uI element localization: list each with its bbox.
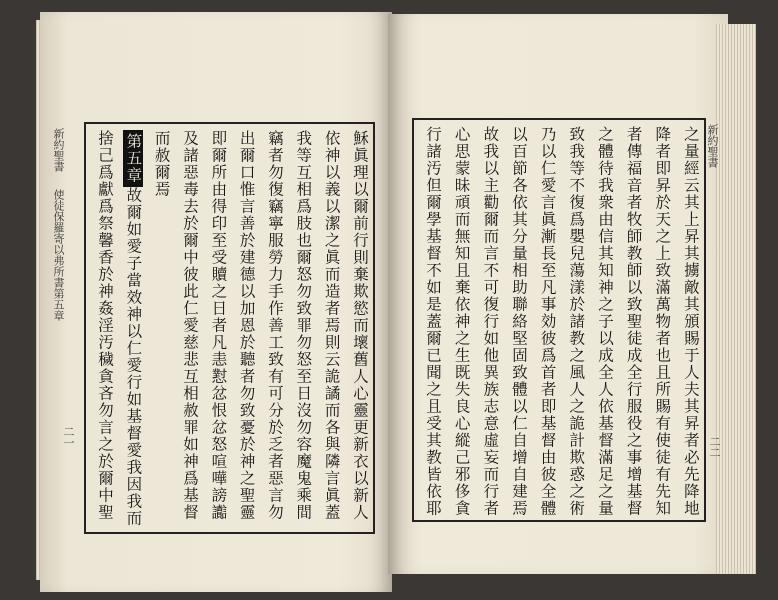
text-column: 我等互相爲肢也爾怒勿致罪勿怒至日沒勿容魔鬼乘間 [294, 130, 313, 521]
left-page-header [50, 128, 66, 321]
text-column: 故我以主勸爾而言不可復行如他異族志意虛妄而行者 [481, 126, 500, 517]
text-column: 心思蒙昧頑而無知且棄依神之生既失良心縱己邪侈貪 [452, 126, 471, 517]
left-columns [92, 130, 367, 526]
text-column: 行諸汚但爾學基督不如是蓋爾已聞之且受其教皆依耶 [424, 126, 442, 517]
left-page-number: 二一 [62, 426, 75, 448]
text-column: 出爾口惟言善於建德以加恩於聽者勿致憂於神之聖靈 [237, 130, 256, 521]
text-column: 之量經云其上昇其擄敵其頒賜于人夫其昇者必先降地 [681, 126, 700, 517]
text-column: 致我等不復爲嬰兒蕩漾於諸教之風人之詭計欺惑之術 [567, 126, 586, 517]
right-text-frame [412, 118, 706, 522]
right-page-edges [716, 24, 756, 574]
text-column: 及諸惡毒去於爾中彼此仁愛慈悲互相赦罪如神爲基督 [180, 130, 199, 521]
text-column: 乃以仁愛言眞漸長至凡事効彼爲首者即基督由彼全體 [538, 126, 557, 517]
right-page-number: 二二 [708, 436, 721, 458]
text-column: 降者即昇於天之上致滿萬物者也且所賜有使徒有先知 [653, 126, 672, 517]
left-header-subtitle: 使徒保羅寄以弗所書第五章 [52, 189, 65, 321]
chapter-five-text: 故爾如愛子當效神以仁愛行如基督愛我因我而 [124, 187, 143, 527]
text-column: 依神以義以潔之眞而造者焉則云詭譎而各與隣言眞蓋 [322, 130, 341, 521]
left-header-title: 新約聖書 [52, 128, 65, 172]
left-text-frame [84, 122, 375, 534]
chapter-label: 第五章 [123, 130, 143, 187]
text-column: 以百節各依其分量相助聯絡堅固致體以仁自增自建焉 [509, 126, 528, 517]
text-column: 竊者勿復竊寧服勞力手作善工致有可分於乏者惡言勿 [265, 130, 284, 521]
text-column: 穌眞理以爾前行則棄欺慾而壞舊人心靈更新衣以新人 [350, 130, 369, 521]
right-page-header: 新約聖書 [706, 124, 719, 168]
chapter-five-column [120, 130, 143, 527]
text-column: 捨己爲獻爲祭馨香於神姦淫汚穢貪吝勿言之於爾中聖 [96, 130, 114, 521]
text-column: 之體待我衆由信其知神之子以成全人依基督滿足之量 [595, 126, 614, 517]
text-column: 者傳福音者牧師教師以致聖徒成全行服役之事增基督 [624, 126, 643, 517]
text-column: 即爾所由得印至受贖之日者凡恚懟忿恨忿怒喧嘩謗讟 [209, 130, 228, 521]
right-columns [420, 126, 700, 517]
text-column: 而赦爾焉 [152, 130, 171, 198]
